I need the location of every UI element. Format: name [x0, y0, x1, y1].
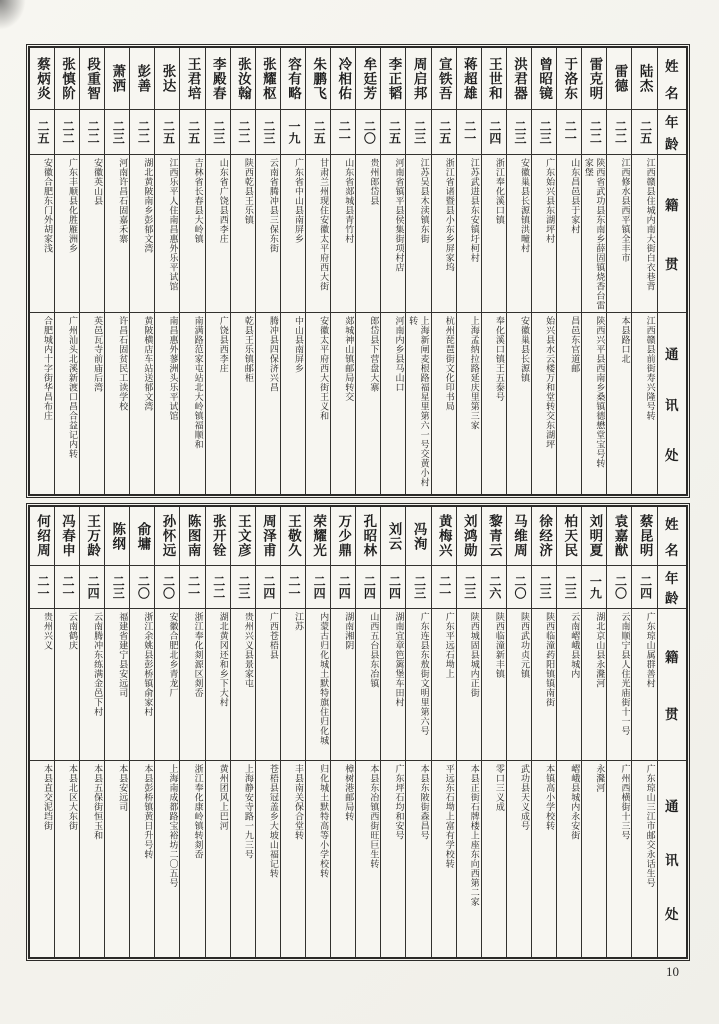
address-cell: 黄州团风上巴河 — [218, 764, 229, 831]
address-cell: 本县东冶镇西街旺巨生转 — [369, 764, 380, 869]
person-column — [532, 507, 557, 957]
address-cell: 浙江奉化康岭镇转剡岙 — [193, 764, 204, 859]
name-cell: 宣铁吾 — [432, 48, 456, 110]
address-cell: 南满路范家屯站北大岭镇福顺和 — [193, 316, 204, 449]
column-header-native: 籍 贯 — [658, 609, 686, 761]
name-cell: 张耀枢 — [256, 48, 280, 110]
age-cell: 二三 — [532, 110, 556, 155]
person-column — [155, 48, 180, 494]
age-cell: 二五 — [155, 110, 179, 155]
age-cell: 二五 — [632, 110, 656, 155]
address-cell: 乾县王乐镇邮柜 — [243, 316, 254, 383]
name-cell: 张达 — [155, 48, 179, 110]
address-cell: 武功县天义成号 — [520, 764, 531, 831]
address-cell: 上海静安寺路一九三号 — [243, 764, 254, 859]
age-cell: 二三 — [256, 110, 280, 155]
age-cell: 二三 — [231, 566, 255, 609]
person-column — [105, 507, 130, 957]
person-column — [231, 48, 256, 494]
age-cell: 二五 — [180, 110, 204, 155]
person-column — [55, 507, 80, 957]
column-header-age: 年 龄 — [658, 566, 686, 609]
person-column — [231, 507, 256, 957]
native-cell: 吉林省长春县大岭镇 — [180, 155, 204, 313]
name-cell: 俞墉 — [130, 507, 154, 566]
person-column — [582, 507, 607, 957]
person-column — [381, 48, 406, 494]
age-cell: 二三 — [206, 110, 230, 155]
address-cell: 江西赣县前街寿兴隆号转 — [645, 316, 656, 421]
age-cell: 二二 — [55, 110, 79, 155]
native-cell: 河南省镇平县侯集街项村店 — [381, 155, 405, 313]
native-cell: 山东省郯城县青竹村 — [331, 155, 355, 313]
person-column — [30, 507, 55, 957]
native-cell: 安徽合肥东门外胡家浅 — [30, 155, 54, 313]
address-cell: 本县五保街恒玉和 — [93, 764, 104, 840]
age-cell: 二五 — [30, 110, 54, 155]
native-cell: 广东丰顺县化胜雁洲乡 — [55, 155, 79, 313]
address-cell: 本县彭桥镇黄日升号转 — [143, 764, 154, 859]
age-cell: 二二 — [80, 110, 104, 155]
name-cell: 王世和 — [482, 48, 506, 110]
age-cell: 二三 — [406, 110, 430, 155]
directory-table-top — [28, 46, 688, 496]
name-cell: 刘云 — [381, 507, 405, 566]
name-cell: 萧洒 — [105, 48, 129, 110]
native-cell: 广东连县东敖街文明里第六号 — [406, 609, 430, 761]
age-cell: 二三 — [507, 110, 531, 155]
age-cell: 二一 — [331, 110, 355, 155]
person-column — [557, 48, 582, 494]
person-column — [406, 48, 431, 494]
native-cell: 陕西乾县王乐镇 — [231, 155, 255, 313]
name-cell: 马维周 — [507, 507, 531, 566]
native-cell: 湖北黄陂南乡彭郁文湾 — [130, 155, 154, 313]
age-cell: 二三 — [105, 110, 129, 155]
name-cell: 刘鸿勋 — [457, 507, 481, 566]
native-cell: 云南腾冲东练满金邑下村 — [80, 609, 104, 761]
native-cell: 甘肃兰州现住安徽太平府西大街 — [306, 155, 330, 313]
name-cell: 何绍周 — [30, 507, 54, 566]
native-cell: 云南鹤庆 — [55, 609, 79, 761]
age-cell: 二〇 — [155, 566, 179, 609]
name-cell: 雷德 — [607, 48, 631, 110]
person-column — [406, 507, 431, 957]
address-cell: 嶍峨县城内永安街 — [570, 764, 581, 840]
age-cell: 二二 — [206, 566, 230, 609]
person-column — [306, 48, 331, 494]
native-cell: 湖南宜章笆篱堡车田村 — [381, 609, 405, 761]
age-cell: 一九 — [582, 566, 606, 609]
age-cell: 二六 — [482, 566, 506, 609]
directory-table-bottom — [28, 505, 688, 959]
name-cell: 彭善 — [130, 48, 154, 110]
name-cell: 冷相佑 — [331, 48, 355, 110]
address-cell: 本县东陂街森昌号 — [419, 764, 430, 840]
column-header-name: 姓 名 — [658, 507, 686, 566]
age-cell: 二一 — [55, 566, 79, 609]
age-cell: 二三 — [457, 566, 481, 609]
name-cell: 黄梅兴 — [432, 507, 456, 566]
address-cell: 腾冲县四保济兴昌 — [268, 316, 279, 392]
person-column — [381, 507, 406, 957]
address-cell: 陕西兴平县西南乡桑镇德懋堂宝号转 — [595, 316, 606, 468]
age-cell: 二一 — [30, 566, 54, 609]
native-cell: 陕西省武功县东南乡薛固镇烧香台雷家堡 — [582, 155, 606, 313]
name-cell: 徐经济 — [532, 507, 556, 566]
person-column — [432, 48, 457, 494]
age-cell: 一九 — [281, 110, 305, 155]
age-cell: 二四 — [306, 566, 330, 609]
person-column — [180, 507, 205, 957]
address-cell: 上海孟纳拉路延庆里第三家 — [469, 316, 480, 430]
native-cell: 福建省建宁县安远司 — [105, 609, 129, 761]
name-cell: 王敬久 — [281, 507, 305, 566]
person-column — [306, 507, 331, 957]
age-cell: 二一 — [557, 110, 581, 155]
person-column — [557, 507, 582, 957]
name-cell: 陆杰 — [632, 48, 656, 110]
column-header-address: 通 讯 处 — [665, 347, 679, 463]
age-cell: 二二 — [130, 110, 154, 155]
person-column — [155, 507, 180, 957]
address-cell: 广州西横街十三号 — [620, 764, 631, 840]
native-cell: 广东省中山县南屏乡 — [281, 155, 305, 313]
native-cell: 浙江省诸暨县小东乡屏家坞 — [432, 155, 456, 313]
person-column — [256, 507, 281, 957]
address-cell: 广饶县西李庄 — [218, 316, 229, 373]
address-cell: 上海南成都路宝裕坊二〇五号 — [168, 764, 179, 888]
native-cell: 江西赣县住城内南大街白衣巷背 — [632, 155, 656, 313]
directory-tables — [28, 46, 690, 959]
name-cell: 万少鼎 — [331, 507, 355, 566]
name-cell: 周启邦 — [406, 48, 430, 110]
native-cell: 江苏 — [281, 609, 305, 761]
name-cell: 冯洵 — [406, 507, 430, 566]
address-cell: 平远东石坳上富有学校转 — [444, 764, 455, 869]
native-cell: 贵州郎岱县 — [356, 155, 380, 313]
native-cell: 江西乐平人住南昌惠外乐平试馆 — [155, 155, 179, 313]
native-cell: 山东昌邑县于家村 — [557, 155, 581, 313]
name-cell: 李正韬 — [381, 48, 405, 110]
person-column — [632, 507, 657, 957]
address-cell: 苍梧县冠盖乡大坡山福记转 — [268, 764, 279, 878]
native-cell: 山西五台县东冶镇 — [356, 609, 380, 761]
address-cell: 广东坪石均和安号 — [394, 764, 405, 840]
native-cell: 江西修水县西平镇全丰市 — [607, 155, 631, 313]
age-cell: 二一 — [281, 566, 305, 609]
native-cell: 广东平远石坳上 — [432, 609, 456, 761]
person-column — [331, 48, 356, 494]
address-cell: 奉化溪口镇王五泰号 — [494, 316, 505, 402]
age-cell: 二三 — [406, 566, 430, 609]
age-cell: 二三 — [557, 566, 581, 609]
column-header-native: 籍 贯 — [658, 155, 686, 313]
address-cell: 本县北区大东街 — [68, 764, 79, 831]
person-column — [482, 507, 507, 957]
name-cell: 张慎阶 — [55, 48, 79, 110]
age-cell: 二一 — [432, 566, 456, 609]
person-column — [356, 507, 381, 957]
age-cell: 二〇 — [607, 566, 631, 609]
age-cell: 二一 — [180, 566, 204, 609]
name-cell: 柏天民 — [557, 507, 581, 566]
native-cell: 山东省广饶县西李庄 — [206, 155, 230, 313]
native-cell: 陕西临潼药阳镇镇南街 — [532, 609, 556, 761]
native-cell: 内蒙古归化城土默特旗住归化城 — [306, 609, 330, 761]
address-cell: 昌邑东官道邮 — [570, 316, 581, 373]
address-cell: 归化城土默特高等小学校转 — [319, 764, 330, 878]
header-column — [658, 48, 686, 494]
name-cell: 雷克明 — [582, 48, 606, 110]
address-cell: 南昌惠外蓼洲头乐平试馆 — [168, 316, 179, 421]
person-column — [507, 48, 532, 494]
address-cell: 许昌石固贫民工读学校 — [118, 316, 129, 411]
native-cell: 广东始兴县东湖坪村 — [532, 155, 556, 313]
name-cell: 曾昭镜 — [532, 48, 556, 110]
person-column — [130, 48, 155, 494]
age-cell: 二四 — [356, 566, 380, 609]
age-cell: 二三 — [532, 566, 556, 609]
column-header-name: 姓 名 — [658, 48, 686, 110]
name-cell: 袁嘉猷 — [607, 507, 631, 566]
person-column — [281, 507, 306, 957]
age-cell: 二四 — [256, 566, 280, 609]
age-cell: 二〇 — [130, 566, 154, 609]
person-column — [432, 507, 457, 957]
name-cell: 蔡昆明 — [632, 507, 656, 566]
age-cell: 二四 — [331, 566, 355, 609]
native-cell: 浙江余姚县彭桥镇俞家村 — [130, 609, 154, 761]
person-column — [457, 507, 482, 957]
age-cell: 二一 — [457, 110, 481, 155]
address-cell: 安徽巢县长源镇 — [520, 316, 531, 383]
column-header-address: 通 讯 处 — [665, 799, 679, 922]
age-cell: 二三 — [105, 566, 129, 609]
person-column — [80, 48, 105, 494]
native-cell: 陕西武功贞元镇 — [507, 609, 531, 761]
address-cell: 杭州琵琶街文化印书局 — [444, 316, 455, 411]
person-column — [607, 48, 632, 494]
address-cell: 本县直交泥垱街 — [42, 764, 53, 831]
address-cell: 上海新闸麦根路福星里第六一号交黄小村转 — [408, 316, 430, 487]
person-column — [632, 48, 657, 494]
person-column — [356, 48, 381, 494]
person-column — [30, 48, 55, 494]
address-cell: 本县正街石牌楼上座东向西第二家 — [469, 764, 480, 907]
age-cell: 二五 — [306, 110, 330, 155]
address-cell: 始兴县水云楼万和堂转交东湖坪 — [545, 316, 556, 449]
name-cell: 容有略 — [281, 48, 305, 110]
name-cell: 孙怀远 — [155, 507, 179, 566]
age-cell: 二五 — [381, 110, 405, 155]
address-cell: 中山县南屏乡 — [294, 316, 305, 373]
age-cell: 二〇 — [356, 110, 380, 155]
person-column — [105, 48, 130, 494]
age-cell: 二二 — [582, 110, 606, 155]
person-column — [607, 507, 632, 957]
age-cell: 二五 — [432, 110, 456, 155]
name-cell: 张开铨 — [206, 507, 230, 566]
address-cell: 丰县南关保合堂转 — [294, 764, 305, 840]
person-column — [507, 507, 532, 957]
person-column — [256, 48, 281, 494]
native-cell: 云南顺宁县人住光庙街十一号 — [607, 609, 631, 761]
name-cell: 孔昭林 — [356, 507, 380, 566]
name-cell: 王万龄 — [80, 507, 104, 566]
name-cell: 王文彦 — [231, 507, 255, 566]
age-cell: 二二 — [607, 110, 631, 155]
native-cell: 江苏武进县东安镇圩柯村 — [457, 155, 481, 313]
native-cell: 广西苍梧县 — [256, 609, 280, 761]
name-cell: 李殿春 — [206, 48, 230, 110]
address-cell: 樟树港邮局转 — [344, 764, 355, 821]
header-column — [658, 507, 686, 957]
address-cell: 郯城神山镇邮局转交 — [344, 316, 355, 402]
address-cell: 郎岱县下营盘大寨 — [369, 316, 380, 392]
name-cell: 牟廷芳 — [356, 48, 380, 110]
native-cell: 贵州兴义县景家屯 — [231, 609, 255, 761]
name-cell: 洪君器 — [507, 48, 531, 110]
native-cell: 安徽合肥北乡青龙厂 — [155, 609, 179, 761]
address-cell: 广州汕头北溪新渡口昌合益记内转 — [68, 316, 79, 459]
native-cell: 湖北黄冈还和乡下大村 — [206, 609, 230, 761]
address-cell: 英邑瓦寺前庙后湾 — [93, 316, 104, 392]
name-cell: 蔡炳炎 — [30, 48, 54, 110]
name-cell: 王君培 — [180, 48, 204, 110]
address-cell: 本县路口北 — [620, 316, 631, 364]
native-cell: 云南嶍峨县城内 — [557, 609, 581, 761]
native-cell: 江苏吴县木渎镇东街 — [406, 155, 430, 313]
native-cell: 浙江奉化剡源区剡岙 — [180, 609, 204, 761]
column-header-age: 年 龄 — [658, 110, 686, 155]
address-cell: 广东琼山三江市邮交永话生号 — [645, 764, 656, 888]
address-cell: 黄陂横店车站送郁文湾 — [143, 316, 154, 411]
native-cell: 陕西临潼新丰镇 — [482, 609, 506, 761]
address-cell: 合肥城内十字街华昌布庄 — [42, 316, 53, 421]
age-cell: 二四 — [632, 566, 656, 609]
name-cell: 冯春申 — [55, 507, 79, 566]
address-cell: 河南内乡县马山口 — [394, 316, 405, 392]
name-cell: 周泽甫 — [256, 507, 280, 566]
person-column — [80, 507, 105, 957]
native-cell: 河南许昌石固嘉禾寨 — [105, 155, 129, 313]
name-cell: 陈纲 — [105, 507, 129, 566]
person-column — [55, 48, 80, 494]
native-cell: 浙江奉化溪口镇 — [482, 155, 506, 313]
person-column — [281, 48, 306, 494]
person-column — [180, 48, 205, 494]
native-cell: 广东琼山属群善村 — [632, 609, 656, 761]
name-cell: 于洛东 — [557, 48, 581, 110]
person-column — [331, 507, 356, 957]
native-cell: 安徽巢县长源镇洪疃村 — [507, 155, 531, 313]
name-cell: 张汝翰 — [231, 48, 255, 110]
address-cell: 安徽太平府西大街王义和 — [319, 316, 330, 421]
person-column — [482, 48, 507, 494]
person-column — [532, 48, 557, 494]
native-cell: 湖南湘阴 — [331, 609, 355, 761]
address-cell: 永漋河 — [595, 764, 606, 793]
name-cell: 蒋超雄 — [457, 48, 481, 110]
person-column — [130, 507, 155, 957]
scan-artifact — [0, 0, 26, 30]
address-cell: 零口三义成 — [494, 764, 505, 812]
age-cell: 二二 — [231, 110, 255, 155]
name-cell: 段重智 — [80, 48, 104, 110]
person-column — [582, 48, 607, 494]
person-column — [206, 507, 231, 957]
native-cell: 云南省腾冲县三保东街 — [256, 155, 280, 313]
address-cell: 本县安远司 — [118, 764, 129, 812]
age-cell: 二四 — [381, 566, 405, 609]
name-cell: 陈图南 — [180, 507, 204, 566]
page-number: 10 — [666, 964, 679, 979]
age-cell: 二四 — [80, 566, 104, 609]
age-cell: 二四 — [482, 110, 506, 155]
native-cell: 安徽英山县 — [80, 155, 104, 313]
name-cell: 黎青云 — [482, 507, 506, 566]
native-cell: 陕西城固县城内正街 — [457, 609, 481, 761]
native-cell: 湖北京山县永漋河 — [582, 609, 606, 761]
age-cell: 二〇 — [507, 566, 531, 609]
person-column — [206, 48, 231, 494]
address-cell: 本镇高小学校转 — [545, 764, 556, 831]
name-cell: 荣耀光 — [306, 507, 330, 566]
name-cell: 朱鹏飞 — [306, 48, 330, 110]
person-column — [457, 48, 482, 494]
native-cell: 贵州兴义 — [30, 609, 54, 761]
name-cell: 刘明夏 — [582, 507, 606, 566]
